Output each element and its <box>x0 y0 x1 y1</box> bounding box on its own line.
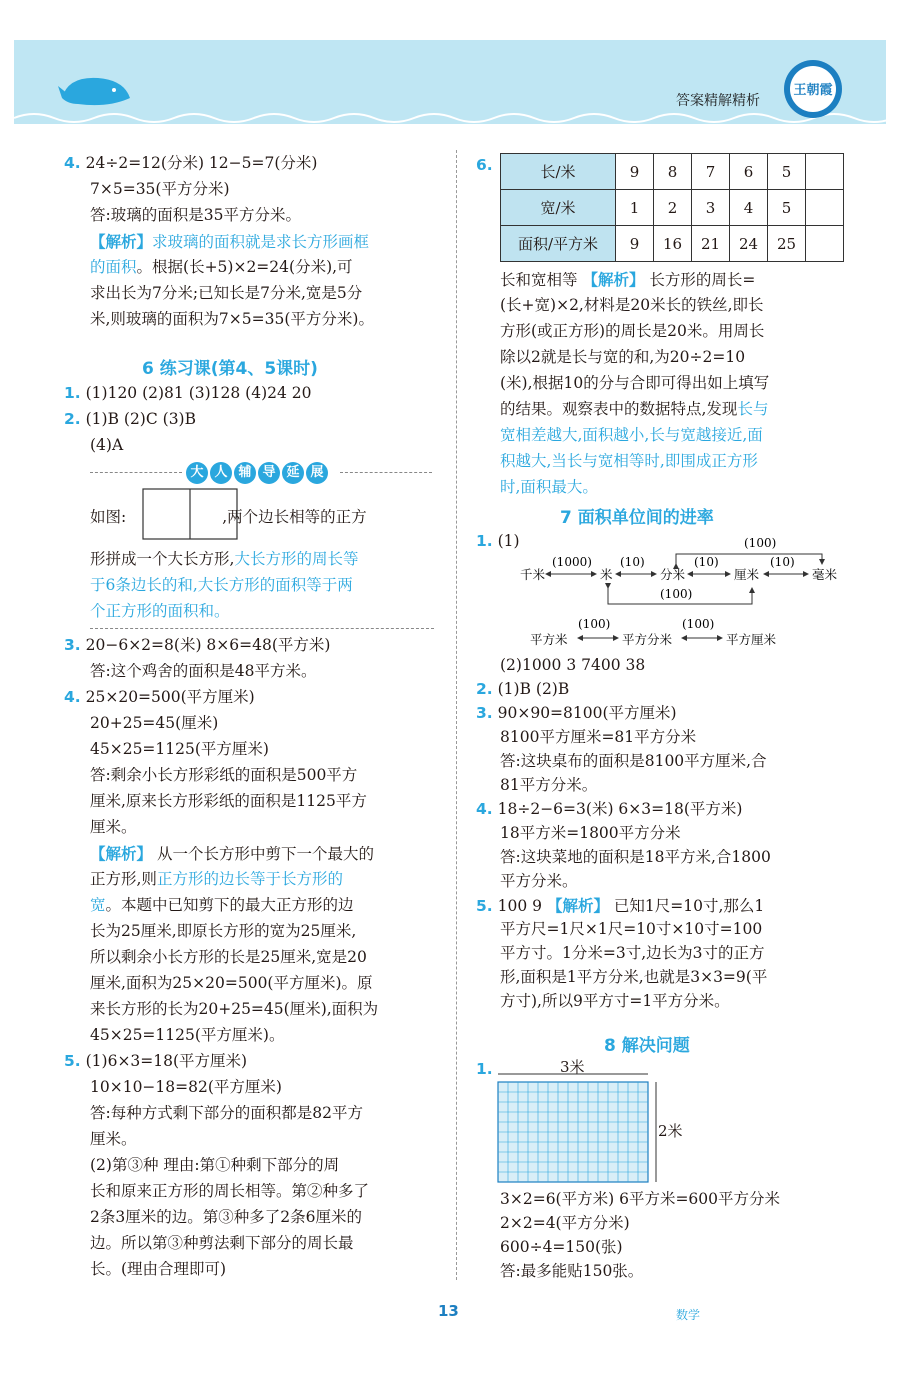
right-r4-line2: 18平方米=1800平方分米 <box>500 824 681 842</box>
left-p5-line1: 5. (1)6×3=18(平方厘米) <box>64 1052 248 1070</box>
left-p4-analysis-7: 来长方形的长为20+25=45(厘米),面积为 <box>90 1000 379 1018</box>
left-p4-line6: 厘米。 <box>90 818 137 836</box>
rate-label: (100) <box>682 617 715 631</box>
left-p4-analysis-3: 宽。本题中已知剪下的最大正方形的边 <box>90 896 354 914</box>
left-p5-line3: 答:每种方式剩下部分的面积都是82平方 <box>90 1104 363 1122</box>
left-q4-analysis-4: 米,则玻璃的面积为7×5=35(平方分米)。 <box>90 310 374 328</box>
whale-icon <box>58 68 138 112</box>
right-s1-line3: 600÷4=150(张) <box>500 1238 623 1256</box>
rate-label: (1000) <box>552 555 592 569</box>
left-p5-line2: 10×10−18=82(平方厘米) <box>90 1078 282 1096</box>
right-q6-line4: 除以2就是长与宽的和,为20÷2=10 <box>500 348 746 366</box>
right-r3-line3: 答:这块桌布的面积是8100平方厘米,合 <box>500 752 767 770</box>
left-p4-analysis-1: 【解析】 从一个长方形中剪下一个最大的 <box>90 844 374 863</box>
tile-grid-figure <box>494 1070 664 1190</box>
right-r5-line2: 平方尺=1尺×1尺=10寸×10寸=100 <box>500 920 763 938</box>
divider-line <box>90 628 434 629</box>
left-p3-line2: 答:这个鸡舍的面积是48平方米。 <box>90 662 317 680</box>
right-q6-line2: (长+宽)×2,材料是20米长的铁丝,即长 <box>500 296 764 314</box>
right-r4-line3: 答:这块菜地的面积是18平方米,合1800 <box>500 848 771 866</box>
rate-label: (10) <box>694 555 719 569</box>
left-p5-line6: 长和原来正方形的周长相等。第②种多了 <box>90 1182 370 1200</box>
left-p2-line2: (4)A <box>90 436 124 454</box>
left-q4-line3: 答:玻璃的面积是35平方分米。 <box>90 206 301 224</box>
left-p4-line2: 20+25=45(厘米) <box>90 714 219 732</box>
unit-label: 平方分米 <box>622 632 673 647</box>
header-wave-decoration <box>14 110 886 126</box>
footer-subject: 数学 <box>676 1308 701 1322</box>
left-p5-line7: 2条3厘米的边。第③种多了2条6厘米的 <box>90 1208 362 1226</box>
right-r5-line1: 5. 100 9 【解析】 已知1尺=10寸,那么1 <box>476 896 765 915</box>
right-r1-line1: 1. (1) <box>476 532 520 550</box>
ext-line1: 如图: ,两个边长相等的正方 <box>90 508 367 526</box>
left-p2: 2. (1)B (2)C (3)B <box>64 410 196 428</box>
right-q6-line9: 时,面积最大。 <box>500 478 598 496</box>
ext-line3: 于6条边长的和,大长方形的面积等于两 <box>90 576 353 594</box>
rate-label: (10) <box>770 555 795 569</box>
left-p4-analysis-8: 45×25=1125(平方厘米)。 <box>90 1026 285 1044</box>
area-unit-diagram <box>530 614 820 650</box>
divider-line <box>90 472 182 473</box>
unit-label: 毫米 <box>812 567 838 582</box>
left-p4-analysis-6: 厘米,面积为25×20=500(平方厘米)。原 <box>90 974 373 992</box>
right-r5-line4: 形,面积是1平方分米,也就是3×3=9(平 <box>500 968 768 986</box>
grid-width-label: 3米 <box>560 1058 585 1076</box>
right-q6-line5: (米),根据10的分与合即可得出如上填写 <box>500 374 770 392</box>
right-r3-line1: 3. 90×90=8100(平方厘米) <box>476 704 677 722</box>
extension-banner: 大 人 辅 导 延 展 <box>186 461 330 484</box>
rate-label: (100) <box>660 587 693 601</box>
rate-label: (100) <box>578 617 611 631</box>
right-s1-line2: 2×2=4(平方分米) <box>500 1214 630 1232</box>
right-q6-line6: 的结果。观察表中的数据特点,发现长与 <box>500 400 769 418</box>
right-r5-line5: 方寸),所以9平方寸=1平方分米。 <box>500 992 730 1010</box>
left-q4-analysis-3: 求出长为7分米;已知长是7分米,宽是5分 <box>90 284 363 302</box>
right-q6-line3: 方形(或正方形)的周长是20米。用周长 <box>500 322 765 340</box>
left-q4-analysis-2: 的面积。根据(长+5)×2=24(分米),可 <box>90 258 353 276</box>
left-p4-line1: 4. 25×20=500(平方厘米) <box>64 688 255 706</box>
rate-label: (10) <box>620 555 645 569</box>
ext-line2: 形拼成一个大长方形,大长方形的周长等 <box>90 550 359 568</box>
divider-line <box>340 472 432 473</box>
unit-label: 平方厘米 <box>726 632 777 647</box>
left-p4-analysis-4: 长为25厘米,即原长方形的宽为25厘米, <box>90 922 357 940</box>
unit-label: 厘米 <box>734 567 760 582</box>
left-p3-line1: 3. 20−6×2=8(米) 8×6=48(平方米) <box>64 636 331 654</box>
right-r3-line2: 8100平方厘米=81平方分米 <box>500 728 697 746</box>
unit-label: 平方米 <box>530 632 568 647</box>
left-p5-line9: 长。(理由合理即可) <box>90 1260 227 1278</box>
brand-logo-icon <box>782 58 844 120</box>
left-p4-analysis-2: 正方形,则正方形的边长等于长方形的 <box>90 870 343 888</box>
grid-height-label: 2米 <box>658 1122 683 1140</box>
left-p4-line3: 45×25=1125(平方厘米) <box>90 740 269 758</box>
right-r5-line3: 平方寸。1分米=3寸,边长为3寸的正方 <box>500 944 765 962</box>
left-p4-analysis-5: 所以剩余小长方形的长是25厘米,宽是20 <box>90 948 367 966</box>
q6-table <box>500 153 844 262</box>
right-r3-line4: 81平方分米。 <box>500 776 598 794</box>
right-r4-line4: 平方分米。 <box>500 872 578 890</box>
right-s1-line4: 答:最多能贴150张。 <box>500 1262 644 1280</box>
right-r1-line2: (2)1000 3 7400 38 <box>500 656 646 674</box>
page-number: 13 <box>438 1302 459 1320</box>
left-p5-line4: 厘米。 <box>90 1130 137 1148</box>
left-q4-analysis-1: 【解析】求玻璃的面积就是求长方形画框 <box>90 232 370 251</box>
table-row: 宽/米 1 2 3 4 5 <box>501 190 844 226</box>
ext-line4: 个正方形的面积和。 <box>90 602 230 620</box>
left-p5-line8: 边。所以第③种剪法剩下部分的周长最 <box>90 1234 354 1252</box>
right-q6-line7: 宽相差越大,面积越小,长与宽越接近,面 <box>500 426 763 444</box>
left-q4-line1: 4. 24÷2=12(分米) 12−5=7(分米) <box>64 154 318 172</box>
header-title: 答案精解精析 <box>676 93 760 109</box>
right-q6-line8: 积越大,当长与宽相等时,即围成正方形 <box>500 452 758 470</box>
right-q6-num: 6. <box>476 156 493 174</box>
right-s1-line1: 3×2=6(平方米) 6平方米=600平方分米 <box>500 1190 781 1208</box>
section-6-title: 6 练习课(第4、5课时) <box>142 359 318 379</box>
logo-text: 王朝霞 <box>793 83 833 98</box>
unit-label: 分米 <box>660 567 686 582</box>
table-row: 面积/平方米 9 16 21 24 25 <box>501 226 844 262</box>
unit-label: 千米 <box>520 567 546 582</box>
left-p1: 1. (1)120 (2)81 (3)128 (4)24 20 <box>64 384 312 402</box>
right-r4-line1: 4. 18÷2−6=3(米) 6×3=18(平方米) <box>476 800 743 818</box>
left-p4-line5: 厘米,原来长方形彩纸的面积是1125平方 <box>90 792 367 810</box>
section-7-title: 7 面积单位间的进率 <box>560 508 714 528</box>
unit-label: 米 <box>600 567 613 582</box>
section-8-title: 8 解决问题 <box>604 1036 690 1056</box>
length-unit-bracket-arrows <box>600 536 840 606</box>
two-squares-figure <box>142 488 238 540</box>
left-p4-line4: 答:剩余小长方形彩纸的面积是500平方 <box>90 766 358 784</box>
table-row: 长/米 9 8 7 6 5 <box>501 154 844 190</box>
right-s1-num: 1. <box>476 1060 493 1078</box>
rate-label: (100) <box>744 536 777 550</box>
right-q6-line1: 长和宽相等 【解析】 长方形的周长= <box>500 270 756 289</box>
right-r2: 2. (1)B (2)B <box>476 680 570 698</box>
column-divider <box>456 150 457 1280</box>
left-p5-line5: (2)第③种 理由:第①种剩下部分的周 <box>90 1156 340 1174</box>
left-q4-line2: 7×5=35(平方分米) <box>90 180 230 198</box>
